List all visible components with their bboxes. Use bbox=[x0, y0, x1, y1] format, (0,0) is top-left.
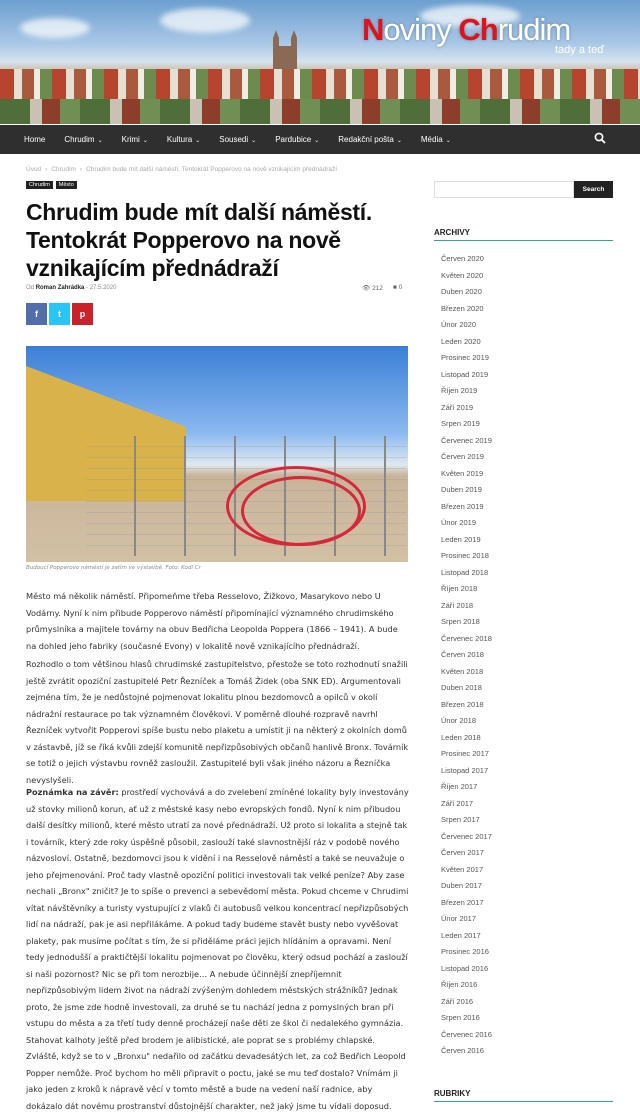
search-input[interactable] bbox=[434, 181, 574, 198]
pinterest-share-button[interactable]: p bbox=[72, 303, 93, 325]
archive-link[interactable]: Červenec 2019 bbox=[441, 435, 492, 445]
archive-link[interactable]: Prosinec 2016 bbox=[441, 947, 489, 956]
archive-link[interactable]: Listopad 2019 bbox=[441, 369, 489, 379]
facebook-share-button[interactable]: f bbox=[26, 303, 47, 325]
article-paragraph: Město má několik náměstí. Připomeňme třeba Resselovo, Žižkovo, Masarykovo nebo U Vodárny. Nyní k nim přibude Popperovo náměstí připomínající významného chrudimského průmyslníka a majitele továrny na obuv Bedřicha Leopolda Poppera (1866 – 1941). A bude na dohled jeho fabriky (současné Evony) v lokalitě nově vznikajícího přednádraží. bbox=[26, 591, 398, 651]
chevron-down-icon: ⌄ bbox=[97, 138, 103, 144]
archive-link[interactable]: Únor 2018 bbox=[441, 716, 477, 725]
nav-item-label: Média bbox=[420, 135, 443, 144]
archive-link[interactable]: Únor 2017 bbox=[441, 914, 477, 923]
archive-link[interactable]: Únor 2020 bbox=[441, 320, 477, 329]
chevron-down-icon: ⌄ bbox=[195, 138, 201, 144]
nav-item-label: Sousedi bbox=[219, 135, 249, 144]
chevron-down-icon: ⌄ bbox=[445, 138, 451, 144]
archive-link[interactable]: Září 2017 bbox=[441, 798, 474, 808]
cathedral-skyline bbox=[270, 30, 300, 70]
nav-item[interactable] bbox=[24, 135, 45, 144]
breadcrumb bbox=[26, 166, 341, 173]
nav-item-label: Chrudim bbox=[64, 135, 95, 144]
town-foreground bbox=[0, 99, 640, 124]
article-meta: Od Roman Zahrádka - 27.5.2020 bbox=[26, 285, 117, 291]
comments-value: 0 bbox=[398, 284, 403, 291]
eye-icon: 👁 bbox=[362, 285, 371, 292]
archive-link[interactable]: Květen 2019 bbox=[441, 468, 484, 478]
search-button[interactable]: Search bbox=[574, 181, 613, 198]
archive-link[interactable]: Duben 2017 bbox=[441, 881, 482, 890]
archive-link[interactable]: Leden 2019 bbox=[441, 534, 481, 544]
archive-link[interactable]: Říjen 2019 bbox=[441, 386, 478, 395]
nav-item-label: Krimi bbox=[121, 135, 140, 144]
archive-link[interactable]: Červen 2016 bbox=[441, 1046, 484, 1055]
twitter-share-button[interactable]: t bbox=[49, 303, 70, 325]
logo-oviny: oviny bbox=[383, 12, 459, 47]
archive-link[interactable]: Červen 2020 bbox=[441, 254, 484, 263]
nav-item[interactable] bbox=[219, 135, 256, 144]
archive-link[interactable]: Prosinec 2017 bbox=[441, 749, 489, 758]
comment-icon: ■ bbox=[392, 284, 397, 291]
logo-n: N bbox=[362, 12, 384, 47]
archive-link[interactable]: Leden 2018 bbox=[441, 732, 481, 742]
breadcrumb-item[interactable]: Úvod bbox=[26, 166, 42, 173]
article-date: 27.5.2020 bbox=[89, 285, 117, 291]
nav-item[interactable] bbox=[167, 135, 200, 144]
archive-link[interactable]: Prosinec 2019 bbox=[441, 353, 489, 362]
archive-link[interactable]: Září 2016 bbox=[441, 996, 474, 1006]
archive-link[interactable]: Červenec 2018 bbox=[441, 633, 492, 643]
article-paragraph bbox=[26, 784, 410, 1114]
views-count bbox=[362, 284, 383, 292]
archive-list bbox=[441, 251, 492, 1060]
breadcrumb-separator: › bbox=[45, 166, 48, 173]
article-paragraph: Rozhodlo o tom většinou hlasů chrudimské zastupitelstvo, přestože se toto rozhodnutí snažili ještě zvrátit opoziční zastupitelé Petr Řezníček a Tomáš Židek (oba SNK ED). Argumentovali zejména tím, že je nedůstojné pojmenovat lokalitu plnou bezdomovců a opilců v okolí nádražní restaurace po tak významném člověkovi. V poměrně dlouhé rozpravě navrhl Řezníček vytvořit Popperovi spíše bustu nebo plaketu a umístit ji na některý z okolních domů v zástavbě, jíž se říká kvůli zdejší komunitě nepřizpůsobivých občanů hanlivě Bronx. Továrník se totiž o jejich výstavbu rovněž zasloužil. Zastupitelé byli však jiného názoru a Řezníčka nevyslyšeli. bbox=[26, 659, 409, 785]
archive-link[interactable]: Leden 2020 bbox=[441, 336, 481, 346]
archive-link[interactable]: Červen 2019 bbox=[441, 452, 484, 461]
chevron-down-icon: ⌄ bbox=[314, 138, 320, 144]
archive-link[interactable]: Březen 2017 bbox=[441, 897, 484, 907]
site-tagline: tady a teď bbox=[555, 44, 604, 56]
chevron-down-icon: ⌄ bbox=[142, 138, 148, 144]
nav-item-label: Redakční pošta bbox=[338, 135, 394, 144]
site-logo[interactable] bbox=[362, 12, 570, 48]
nav-item[interactable] bbox=[122, 135, 148, 144]
nav-item-label: Home bbox=[24, 135, 46, 144]
archive-link[interactable]: Duben 2020 bbox=[441, 287, 482, 296]
breadcrumb-separator: › bbox=[79, 166, 83, 173]
archive-link[interactable]: Leden 2017 bbox=[441, 930, 481, 940]
nav-item-label: Kultura bbox=[166, 135, 193, 144]
article-photo bbox=[26, 346, 408, 562]
nav-item[interactable] bbox=[338, 135, 402, 144]
share-buttons bbox=[26, 303, 93, 325]
site-header-banner bbox=[0, 0, 640, 124]
nav-item[interactable] bbox=[64, 135, 102, 144]
archive-link[interactable]: Listopad 2017 bbox=[441, 765, 489, 775]
breadcrumb-item[interactable]: Chrudim bbox=[51, 166, 76, 173]
archive-link[interactable]: Říjen 2016 bbox=[441, 980, 478, 989]
archive-link[interactable]: Květen 2017 bbox=[441, 864, 484, 874]
views-value: 212 bbox=[372, 285, 383, 292]
archive-link[interactable]: Srpen 2018 bbox=[441, 617, 480, 626]
archive-link[interactable]: Červenec 2016 bbox=[441, 1029, 492, 1039]
rubriky-title: RUBRIKY bbox=[434, 1089, 613, 1102]
archive-link[interactable]: Listopad 2016 bbox=[441, 963, 489, 973]
red-pipes-2 bbox=[241, 476, 361, 546]
author-link[interactable]: Roman Zahrádka bbox=[35, 285, 85, 291]
archive-link[interactable]: Říjen 2018 bbox=[441, 584, 478, 593]
archive-link[interactable]: Červen 2018 bbox=[441, 650, 484, 659]
photo-caption: Budoucí Popperovo náměstí je zatím ve výstavbě. Foto: Kodl Cr bbox=[26, 565, 201, 571]
note-lead: Poznámka na závěr: bbox=[26, 787, 119, 797]
archive-link[interactable]: Květen 2018 bbox=[441, 666, 484, 676]
chevron-down-icon: ⌄ bbox=[251, 138, 257, 144]
archive-link[interactable]: Březen 2018 bbox=[441, 699, 484, 709]
article-stats bbox=[362, 284, 402, 292]
archive-link[interactable]: Květen 2020 bbox=[441, 270, 484, 280]
archive-link[interactable]: Listopad 2018 bbox=[441, 567, 489, 577]
archive-link[interactable]: Únor 2019 bbox=[441, 518, 477, 527]
chevron-down-icon: ⌄ bbox=[396, 138, 402, 144]
logo-ch: Ch bbox=[458, 12, 498, 47]
nav-item[interactable] bbox=[421, 135, 451, 144]
breadcrumb-item: Chrudim bude mít další náměstí. Tentokrát Popperovo na nově vznikajícím přednádraží bbox=[86, 166, 338, 173]
archive-title: ARCHIVY bbox=[434, 228, 613, 241]
archive-link[interactable]: Duben 2019 bbox=[441, 485, 482, 494]
by-label: Od bbox=[26, 285, 35, 291]
nav-item[interactable] bbox=[275, 135, 319, 144]
archive-link[interactable]: Srpen 2016 bbox=[441, 1013, 480, 1022]
archive-link[interactable]: Březen 2020 bbox=[441, 303, 484, 313]
category-tag[interactable]: Město bbox=[56, 181, 77, 189]
archive-link[interactable]: Červenec 2017 bbox=[441, 831, 492, 841]
article-title: Chrudim bude mít další náměstí. Tentokrát Popperovo na nově vznikajícím přednádraží bbox=[26, 199, 372, 281]
archive-link[interactable]: Duben 2018 bbox=[441, 683, 482, 692]
archive-link[interactable]: Prosinec 2018 bbox=[441, 551, 489, 560]
category-tags bbox=[26, 181, 77, 189]
note-text: prostředí vychovává a do zvelebení zmíněné lokality byly investovány už stovky milionů korun, ať už z městské kasy nebo evropských fondů. Nyní k nim přibudou další desítky milionů, které město utratí za nové přednádraží. Už proto si lokalita a stejně tak i továrník, který zde roky úspěšně působil, zaslouží také slavnostnější ráz v podobě nového názvosloví. Ostatně, bezdomovci jsou k vidění i na Resselově náměstí a také se neuvažuje o jeho přejmenování. Proč tady vlastně opoziční politici investovali tak velké peníze? Aby zase nechali „Bronx" zničit? Je to spíše o prevenci a sebevědomí města. Pokud chceme v Chrudimi vítat návštěvníky a turisty vystupující z vlaků či autobusů velkou koncentrací nepřizpůsobých lidí na nádraží, pak je asi nepřilákáme. A pokud tady budeme stavět busty nebo vyvěšovat plakety, pak musíme počítat s tím, že si přiděláme práci jejich hlídáním a opravami. Není tedy jednodušší a praktičtější lokalitu pojmenovat po člověku, který odsud pochází a zaslouží si naši pozornost? Nic se při tom nerozbije… A nebude účinnější znepříjemnit nepřizpůsobivým lidem život na nádraží zvýšeným dohledem městských strážníků? Jednak proto, že jsme zde hodně investovali, za druhé se tu nachází jedna z pomyslných bran při vstupu do města a za třetí tudy denně procházejí naše děti ze škol či nedalekého gymnázia. Stahovat kalhoty ještě před brodem je alibistické, ale poprat se s problémy chlapské. Zvláště, když se to v „Bronxu" nedařilo od začátku devadesátých let, za což Bedřich Leopold Popper nemůže. Proč bychom ho měli připravit o poctu, jaké se mu teď dostalo? Vnímám ji jako jeden z kroků k nápravě věcí v tomto městě a bude na vedení naší radnice, aby dokázalo dát novému prostranství důstojnější charakter, než jaký jsme tu vídali doposud. bbox=[26, 787, 409, 1111]
search-icon[interactable] bbox=[594, 132, 606, 144]
archive-link[interactable]: Březen 2019 bbox=[441, 501, 484, 511]
logo-rudim: rudim bbox=[497, 12, 571, 47]
main-nav bbox=[0, 125, 640, 154]
comments-count[interactable] bbox=[393, 284, 402, 292]
category-tag[interactable]: Chrudim bbox=[26, 181, 53, 189]
archive-link[interactable]: Říjen 2017 bbox=[441, 782, 478, 791]
archive-link[interactable]: Srpen 2019 bbox=[441, 419, 480, 428]
archive-link[interactable]: Srpen 2017 bbox=[441, 815, 480, 824]
archive-link[interactable]: Září 2018 bbox=[441, 600, 474, 610]
archive-link[interactable]: Září 2019 bbox=[441, 402, 474, 412]
archive-link[interactable]: Červen 2017 bbox=[441, 848, 484, 857]
nav-item-label: Pardubice bbox=[275, 135, 312, 144]
